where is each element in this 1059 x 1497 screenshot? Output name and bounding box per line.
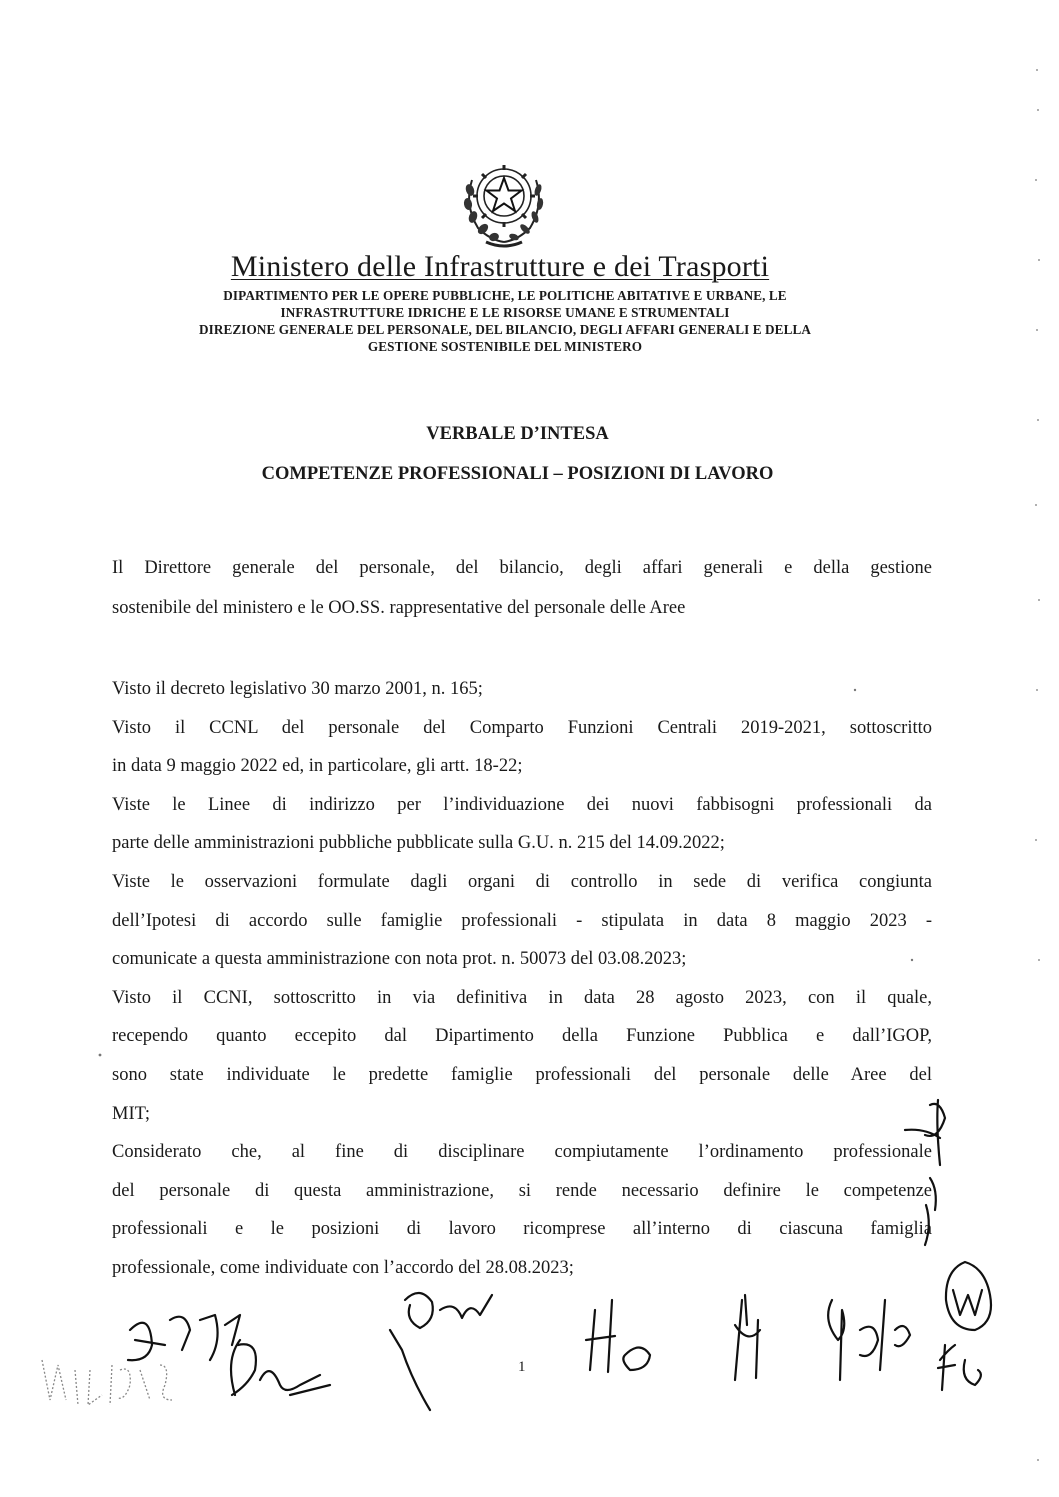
department-line: DIPARTIMENTO PER LE OPERE PUBBLICHE, LE POLITICHE ABITATIVE E URBANE, LE (223, 288, 787, 303)
body-line: professionale, come individuate con l’accordo del 28.08.2023; (112, 1257, 574, 1278)
body-line: Viste le osservazioni formulate dagli organi di controllo in sede di verifica congiunta (112, 871, 932, 892)
page-number: 1 (518, 1359, 526, 1375)
body-line: in data 9 maggio 2022 ed, in particolare, gli artt. 18-22; (112, 756, 523, 777)
body-line: Viste le Linee di indirizzo per l’individuazione dei nuovi fabbisogni professionali da (112, 794, 932, 815)
body-line: parte delle amministrazioni pubbliche pubblicate sulla G.U. n. 215 del 14.09.2022; (112, 833, 725, 854)
body-line: Visto il CCNL del personale del Comparto Funzioni Centrali 2019-2021, sottoscritto (112, 717, 932, 738)
body-line: sono state individuate le predette famiglie professionali del personale delle Aree del (112, 1064, 932, 1085)
body-line: Considerato che, al fine di disciplinare compiutamente l’ordinamento professionale (112, 1142, 932, 1163)
body-line: comunicate a questa amministrazione con nota prot. n. 50073 del 03.08.2023; (112, 949, 687, 970)
body-line: professionali e le posizioni di lavoro ricomprese all’interno di ciascuna famiglia (112, 1219, 932, 1240)
body-line: dell’Ipotesi di accordo sulle famiglie professionali - stipulata in data 8 maggio 2023 - (112, 910, 932, 931)
intro-line: sostenibile del ministero e le OO.SS. rappresentative del personale delle Aree (112, 598, 686, 618)
document-title: VERBALE D’INTESA (426, 424, 609, 444)
intro-line: Il Direttore generale del personale, del bilancio, degli affari generali e della gestione (112, 558, 932, 578)
body-line: Visto il CCNI, sottoscritto in via definitiva in data 28 agosto 2023, con il quale, (112, 987, 932, 1008)
body-line: del personale di questa amministrazione, si rende necessario definire le competenze (112, 1180, 932, 1201)
department-line: INFRASTRUTTURE IDRICHE E LE RISORSE UMANE E STRUMENTALI (280, 305, 730, 320)
document-subtitle: COMPETENZE PROFESSIONALI – POSIZIONI DI LAVORO (261, 464, 774, 484)
department-line: GESTIONE SOSTENIBILE DEL MINISTERO (367, 339, 643, 354)
body-line: MIT; (112, 1103, 151, 1124)
ministry-name: Ministero delle Infrastrutture e dei Trasporti (230, 250, 770, 283)
body-line: Visto il decreto legislativo 30 marzo 2001, n. 165; (112, 679, 483, 699)
department-line: DIREZIONE GENERALE DEL PERSONALE, DEL BILANCIO, DEGLI AFFARI GENERALI E DELLA (198, 322, 811, 337)
body-line: recependo quanto eccepito dal Dipartimento della Funzione Pubblica e dall’IGOP, (112, 1026, 932, 1047)
